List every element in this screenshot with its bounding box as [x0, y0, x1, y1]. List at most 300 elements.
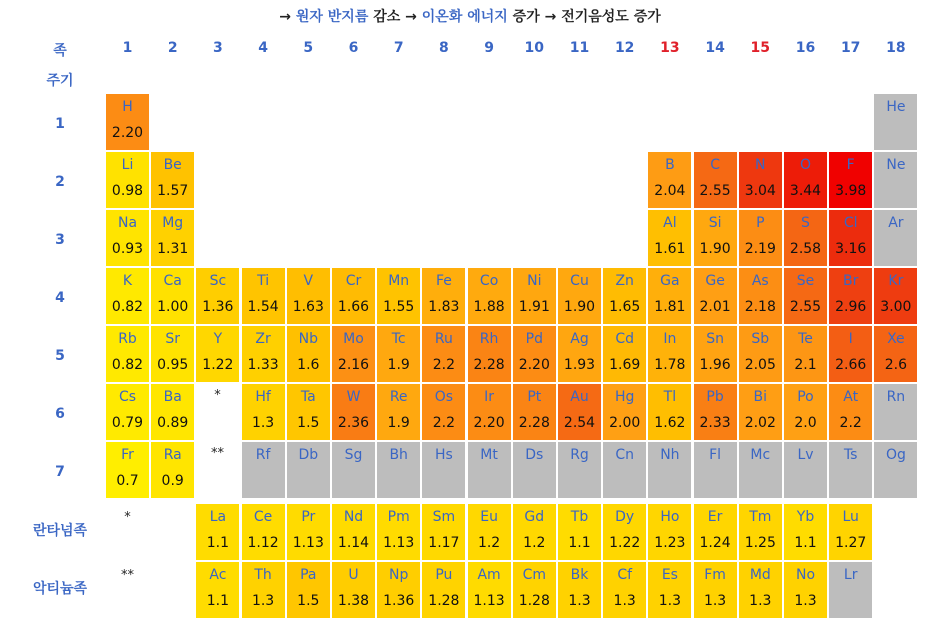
- element-cell-eu: [468, 504, 511, 560]
- electronegativity-value: 0.95: [157, 357, 189, 373]
- element-symbol: Ce: [253, 509, 273, 525]
- group-header-16: 16: [795, 40, 816, 56]
- element-symbol: Es: [661, 567, 678, 583]
- element-cell-bh: [377, 442, 420, 498]
- period-number-5: 5: [55, 348, 65, 364]
- electronegativity-value: 1.27: [835, 535, 867, 551]
- element-symbol: Br: [843, 273, 859, 289]
- element-cell-hs: [422, 442, 465, 498]
- element-symbol: Xe: [887, 331, 905, 347]
- element-symbol: Cu: [570, 273, 589, 289]
- element-cell-b: [648, 152, 691, 208]
- element-symbol: Lv: [797, 447, 814, 463]
- electronegativity-value: 1.36: [383, 593, 415, 609]
- element-symbol: La: [209, 509, 227, 525]
- electronegativity-value: 2.02: [744, 415, 776, 431]
- element-cell-pb: [694, 384, 737, 440]
- electronegativity-value: 1.12: [247, 535, 279, 551]
- electronegativity-value: 1.61: [654, 241, 686, 257]
- element-symbol: Fe: [435, 273, 452, 289]
- electronegativity-value: 2.58: [789, 241, 822, 257]
- electronegativity-value: 2.20: [518, 357, 550, 373]
- element-cell-np: [377, 562, 420, 618]
- electronegativity-value: 1.63: [292, 299, 324, 315]
- electronegativity-value: 2.28: [518, 415, 550, 431]
- element-symbol: Er: [707, 509, 723, 525]
- electronegativity-value: 1.00: [157, 299, 189, 315]
- group-label: 족: [53, 43, 67, 59]
- electronegativity-value: 1.9: [387, 415, 410, 431]
- element-symbol: Eu: [480, 509, 498, 525]
- group-header-10: 10: [524, 40, 545, 56]
- element-symbol: Nd: [343, 509, 364, 525]
- element-symbol: Mo: [343, 331, 364, 347]
- lanthanides-label: 란타넘족: [32, 523, 88, 539]
- element-symbol: Tm: [749, 509, 772, 525]
- electronegativity-value: 2.05: [744, 357, 776, 373]
- period-number-6: 6: [55, 406, 65, 422]
- electronegativity-value: 1.13: [292, 535, 324, 551]
- element-symbol: Pb: [706, 389, 724, 405]
- electronegativity-value: 1.69: [609, 357, 641, 373]
- element-symbol: Si: [708, 215, 722, 231]
- element-symbol: Fl: [709, 447, 722, 463]
- electronegativity-value: 2.1: [794, 357, 817, 373]
- electronegativity-value: 1.88: [473, 299, 505, 315]
- element-cell-ag: [558, 326, 601, 382]
- electronegativity-value: 0.9: [161, 473, 184, 489]
- element-symbol: N: [755, 157, 766, 173]
- electronegativity-value: 1.81: [654, 299, 686, 315]
- element-symbol: Ti: [257, 273, 270, 289]
- element-cell-at: [829, 384, 872, 440]
- element-symbol: V: [303, 273, 314, 289]
- electronegativity-value: 2.16: [337, 357, 370, 373]
- element-symbol: Cf: [617, 567, 633, 583]
- element-symbol: Rg: [570, 447, 589, 463]
- title-atomic-radius: 원자 반지름: [295, 9, 369, 25]
- element-cell-hg: [603, 384, 646, 440]
- element-symbol: Te: [798, 331, 813, 347]
- electronegativity-value: 1.31: [157, 241, 189, 257]
- element-cell-ga: [648, 268, 691, 324]
- element-symbol: Al: [663, 215, 677, 231]
- element-symbol: C: [710, 157, 720, 173]
- group-header-14: 14: [705, 40, 725, 56]
- element-cell-fr: [106, 442, 149, 498]
- element-symbol: Ca: [163, 273, 182, 289]
- electronegativity-value: 1.14: [337, 535, 370, 551]
- element-symbol: Bi: [753, 389, 768, 405]
- element-cell-dy: [603, 504, 646, 560]
- group-header-18: 18: [886, 40, 906, 56]
- element-symbol: Sm: [432, 509, 456, 525]
- electronegativity-value: 1.3: [568, 593, 591, 609]
- lanthanide-row-marker: *: [124, 510, 131, 525]
- element-symbol: In: [663, 331, 677, 347]
- element-cell-ac: [196, 562, 239, 618]
- element-symbol: Ge: [705, 273, 725, 289]
- element-cell-tl: [648, 384, 691, 440]
- element-symbol: Po: [797, 389, 814, 405]
- period-label: 주기: [46, 73, 74, 89]
- electronegativity-value: 1.1: [206, 593, 230, 609]
- element-symbol: K: [122, 273, 133, 289]
- period-number-2: 2: [55, 174, 65, 190]
- electronegativity-value: 3.98: [835, 183, 867, 199]
- element-symbol: Ra: [163, 447, 182, 463]
- group-header-3: 3: [213, 40, 223, 56]
- element-cell-th: [242, 562, 285, 618]
- element-cell-zn: [603, 268, 646, 324]
- electronegativity-value: 2.36: [337, 415, 370, 431]
- element-cell-tm: [739, 504, 782, 560]
- electronegativity-value: 1.36: [202, 299, 234, 315]
- element-symbol: Hs: [434, 447, 453, 463]
- element-cell-co: [468, 268, 511, 324]
- electronegativity-value: 1.54: [247, 299, 279, 315]
- element-symbol: Nb: [298, 331, 318, 347]
- element-cell-lr: [829, 562, 872, 618]
- element-symbol: Au: [570, 389, 589, 405]
- electronegativity-value: 2.96: [835, 299, 867, 315]
- electronegativity-value: 1.23: [654, 535, 686, 551]
- electronegativity-value: 1.22: [609, 535, 641, 551]
- electronegativity-value: 1.17: [428, 535, 460, 551]
- group-header-1: 1: [122, 40, 133, 56]
- electronegativity-value: 2.01: [699, 299, 731, 315]
- electronegativity-value: 3.00: [880, 299, 912, 315]
- element-cell-na: [106, 210, 149, 266]
- element-cell-sc: [196, 268, 239, 324]
- element-cell-rh: [468, 326, 511, 382]
- element-symbol: Mn: [388, 273, 410, 289]
- element-symbol: Sc: [209, 273, 227, 289]
- element-cell-ge: [694, 268, 737, 324]
- element-cell-rn: [874, 384, 917, 440]
- element-cell-fl: [694, 442, 737, 498]
- element-cell-au: [558, 384, 601, 440]
- element-cell-og: [874, 442, 917, 498]
- electronegativity-value: 3.44: [789, 183, 822, 199]
- electronegativity-value: 2.04: [654, 183, 686, 199]
- element-symbol: W: [346, 389, 361, 405]
- electronegativity-value: 1.78: [654, 357, 686, 373]
- element-symbol: Ir: [484, 389, 495, 405]
- element-symbol: Pd: [525, 331, 543, 347]
- element-symbol: Y: [213, 331, 223, 347]
- element-cell-md: [739, 562, 782, 618]
- element-symbol: Am: [477, 567, 501, 583]
- element-cell-nh: [648, 442, 691, 498]
- element-cell-po: [784, 384, 827, 440]
- electronegativity-value: 1.28: [518, 593, 550, 609]
- electronegativity-value: 1.1: [794, 535, 817, 551]
- element-cell-ts: [829, 442, 872, 498]
- element-symbol: Pr: [301, 509, 316, 525]
- element-cell-mn: [377, 268, 420, 324]
- group-header-6: 6: [348, 40, 359, 56]
- element-symbol: Fr: [121, 447, 134, 463]
- electronegativity-value: 1.2: [477, 535, 501, 551]
- element-symbol: Os: [434, 389, 454, 405]
- electronegativity-value: 3.04: [744, 183, 776, 199]
- element-cell-ru: [422, 326, 465, 382]
- element-cell-br: [829, 268, 872, 324]
- element-cell-p: [739, 210, 782, 266]
- element-symbol: Th: [254, 567, 272, 583]
- element-cell-i: [829, 326, 872, 382]
- period-number-3: 3: [55, 232, 65, 248]
- element-symbol: Hf: [255, 389, 271, 405]
- element-symbol: Mg: [162, 215, 184, 231]
- element-cell-tb: [558, 504, 601, 560]
- element-cell-te: [784, 326, 827, 382]
- element-cell-sn: [694, 326, 737, 382]
- group-header-4: 4: [258, 40, 268, 56]
- element-symbol: Ne: [886, 157, 906, 173]
- electronegativity-value: 1.3: [251, 593, 275, 609]
- element-cell-k: [106, 268, 149, 324]
- element-cell-pa: [287, 562, 330, 618]
- group-header-5: 5: [303, 40, 314, 56]
- electronegativity-value: 1.2: [523, 535, 546, 551]
- element-cell-la: [196, 504, 239, 560]
- element-cell-rg: [558, 442, 601, 498]
- element-cell-cu: [558, 268, 601, 324]
- period-number-1: 1: [55, 116, 65, 132]
- group-header-12: 12: [614, 40, 635, 56]
- element-cell-pr: [287, 504, 330, 560]
- element-symbol: Og: [885, 447, 906, 463]
- element-cell-rb: [106, 326, 149, 382]
- electronegativity-value: 1.38: [337, 593, 370, 609]
- electronegativity-value: 1.1: [206, 535, 230, 551]
- element-symbol: Hg: [614, 389, 635, 405]
- element-symbol: Tl: [663, 389, 677, 405]
- electronegativity-value: 2.20: [473, 415, 505, 431]
- element-symbol: Cs: [118, 389, 137, 405]
- element-symbol: Kr: [888, 273, 904, 289]
- element-cell-be: [151, 152, 194, 208]
- element-symbol: Db: [298, 447, 319, 463]
- element-cell-in: [648, 326, 691, 382]
- electronegativity-value: 1.66: [337, 299, 370, 315]
- element-cell-cs: [106, 384, 149, 440]
- element-symbol: Ar: [888, 215, 904, 231]
- element-symbol: Co: [479, 273, 499, 289]
- element-cell-ir: [468, 384, 511, 440]
- electronegativity-value: 1.13: [383, 535, 415, 551]
- element-symbol: P: [756, 215, 765, 231]
- electronegativity-value: 0.82: [111, 357, 144, 373]
- electronegativity-value: 2.2: [432, 415, 456, 431]
- element-cell-sb: [739, 326, 782, 382]
- electronegativity-value: 1.3: [613, 593, 636, 609]
- element-symbol: Bk: [570, 567, 589, 583]
- electronegativity-value: 1.22: [202, 357, 234, 373]
- element-cell-fm: [694, 562, 737, 618]
- electronegativity-value: 2.66: [835, 357, 867, 373]
- element-symbol: O: [799, 157, 812, 173]
- electronegativity-value: 1.55: [383, 299, 415, 315]
- element-cell-tc: [377, 326, 420, 382]
- electronegativity-value: 0.89: [157, 415, 189, 431]
- title-part4: 증가 → 전기음성도 증가: [507, 9, 661, 25]
- element-symbol: Gd: [524, 509, 545, 525]
- element-symbol: Na: [117, 215, 138, 231]
- element-symbol: Ag: [570, 331, 589, 347]
- element-symbol: Pm: [387, 509, 410, 525]
- element-cell-cf: [603, 562, 646, 618]
- element-symbol: At: [843, 389, 859, 405]
- group-header-9: 9: [484, 40, 494, 56]
- electronegativity-value: 0.93: [111, 241, 144, 257]
- element-symbol: Rf: [255, 447, 271, 463]
- electronegativity-value: 2.18: [744, 299, 776, 315]
- element-symbol: F: [846, 157, 855, 173]
- element-symbol: Tc: [391, 331, 406, 347]
- element-cell-zr: [242, 326, 285, 382]
- element-cell-ba: [151, 384, 194, 440]
- element-cell-pd: [513, 326, 556, 382]
- element-cell-cm: [513, 562, 556, 618]
- element-cell-cd: [603, 326, 646, 382]
- element-symbol: Cm: [522, 567, 546, 583]
- element-symbol: Yb: [796, 509, 815, 525]
- element-symbol: Cr: [345, 273, 362, 289]
- element-symbol: H: [122, 99, 133, 115]
- element-cell-re: [377, 384, 420, 440]
- element-cell-mg: [151, 210, 194, 266]
- element-symbol: Dy: [615, 509, 635, 525]
- element-symbol: Mt: [480, 447, 498, 463]
- electronegativity-value: 2.6: [884, 357, 908, 373]
- electronegativity-value: 1.90: [699, 241, 731, 257]
- element-cell-kr: [874, 268, 917, 324]
- lanthanide-marker: *: [214, 388, 221, 403]
- electronegativity-value: 2.33: [699, 415, 731, 431]
- element-symbol: Ba: [163, 389, 182, 405]
- electronegativity-value: 2.54: [563, 415, 596, 431]
- element-cell-se: [784, 268, 827, 324]
- title-arrow: →: [279, 9, 296, 25]
- element-symbol: S: [801, 215, 810, 231]
- element-cell-v: [287, 268, 330, 324]
- element-cell-n: [739, 152, 782, 208]
- element-cell-yb: [784, 504, 827, 560]
- electronegativity-value: 1.3: [749, 593, 772, 609]
- element-cell-ne: [874, 152, 917, 208]
- element-cell-os: [422, 384, 465, 440]
- electronegativity-value: 2.20: [111, 125, 144, 141]
- electronegativity-value: 2.55: [789, 299, 822, 315]
- element-cell-ca: [151, 268, 194, 324]
- group-header-17: 17: [840, 40, 861, 56]
- element-cell-cn: [603, 442, 646, 498]
- element-symbol: Zn: [615, 273, 634, 289]
- element-symbol: Nh: [660, 447, 680, 463]
- element-symbol: Fm: [704, 567, 726, 583]
- element-cell-nb: [287, 326, 330, 382]
- element-symbol: Lu: [842, 509, 859, 525]
- element-symbol: No: [795, 567, 816, 583]
- actinide-row-marker: **: [121, 568, 134, 583]
- electronegativity-value: 1.5: [297, 415, 320, 431]
- element-symbol: Pt: [527, 389, 542, 405]
- electronegativity-value: 0.82: [111, 299, 144, 315]
- element-cell-cr: [332, 268, 375, 324]
- element-symbol: Ga: [660, 273, 680, 289]
- element-symbol: B: [665, 157, 675, 173]
- element-cell-h: [106, 94, 149, 150]
- electronegativity-value: 2.0: [794, 415, 817, 431]
- element-symbol: He: [886, 99, 906, 115]
- electronegativity-value: 1.5: [297, 593, 320, 609]
- element-cell-ni: [513, 268, 556, 324]
- element-symbol: Ds: [525, 447, 544, 463]
- electronegativity-value: 1.3: [794, 593, 817, 609]
- element-cell-sr: [151, 326, 194, 382]
- element-symbol: Rn: [886, 389, 906, 405]
- electronegativity-value: 2.55: [699, 183, 731, 199]
- element-symbol: Rb: [118, 331, 137, 347]
- element-symbol: Sg: [344, 447, 363, 463]
- element-cell-mo: [332, 326, 375, 382]
- electronegativity-value: 1.3: [703, 593, 727, 609]
- element-cell-mc: [739, 442, 782, 498]
- element-symbol: Li: [121, 157, 134, 173]
- electronegativity-value: 2.00: [609, 415, 641, 431]
- element-cell-o: [784, 152, 827, 208]
- group-header-8: 8: [439, 40, 449, 56]
- group-header-2: 2: [167, 40, 178, 56]
- element-cell-ta: [287, 384, 330, 440]
- electronegativity-value: 2.19: [744, 241, 776, 257]
- element-symbol: Cn: [615, 447, 635, 463]
- element-symbol: Mc: [750, 447, 771, 463]
- element-symbol: Tb: [570, 509, 589, 525]
- element-cell-nd: [332, 504, 375, 560]
- element-cell-pt: [513, 384, 556, 440]
- title-part2: 감소 →: [368, 9, 422, 25]
- group-header-11: 11: [569, 40, 590, 56]
- electronegativity-value: 1.93: [563, 357, 596, 373]
- period-number-4: 4: [55, 290, 65, 306]
- element-symbol: Re: [389, 389, 408, 405]
- element-cell-no: [784, 562, 827, 618]
- element-cell-bk: [558, 562, 601, 618]
- element-cell-as: [739, 268, 782, 324]
- element-symbol: Pu: [435, 567, 453, 583]
- element-cell-fe: [422, 268, 465, 324]
- element-cell-hf: [242, 384, 285, 440]
- page-title: [0, 6, 940, 26]
- element-cell-lv: [784, 442, 827, 498]
- element-symbol: Be: [163, 157, 182, 173]
- element-symbol: Np: [389, 567, 409, 583]
- element-cell-sm: [422, 504, 465, 560]
- element-symbol: Rh: [479, 331, 499, 347]
- element-cell-y: [196, 326, 239, 382]
- element-symbol: Zr: [255, 331, 271, 347]
- electronegativity-value: 2.2: [432, 357, 456, 373]
- element-symbol: Ts: [843, 447, 858, 463]
- electronegativity-value: 1.96: [699, 357, 731, 373]
- electronegativity-value: 1.25: [744, 535, 776, 551]
- electronegativity-value: 1.90: [563, 299, 596, 315]
- element-cell-lu: [829, 504, 872, 560]
